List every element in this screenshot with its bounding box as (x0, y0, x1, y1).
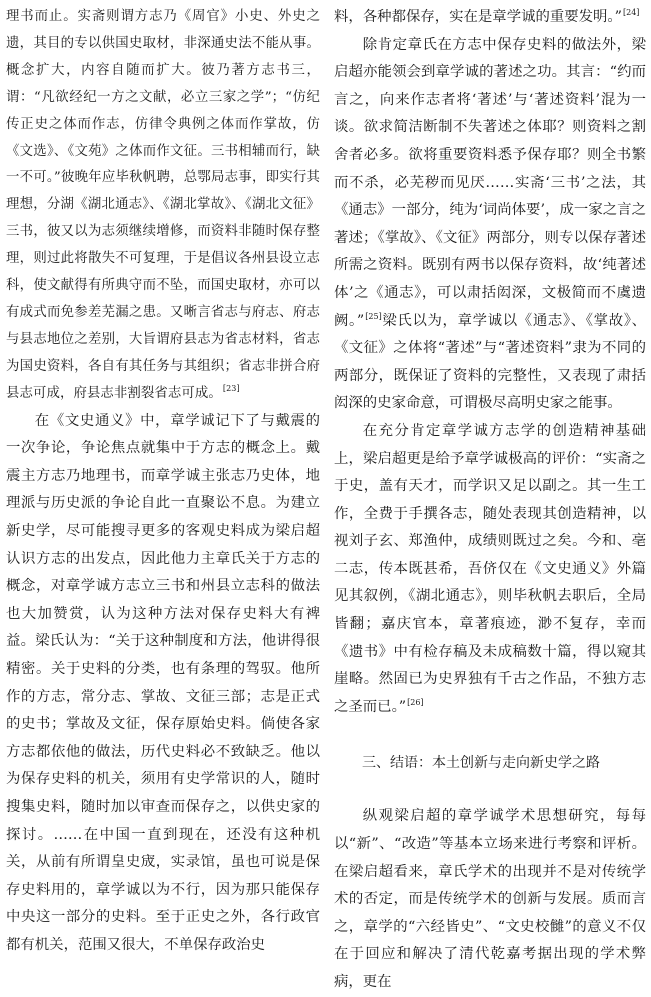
body-paragraph (334, 418, 646, 722)
body-paragraph: 纵观梁启超的章学诚学术思想研究，每每以“新”、“改造”等基本立场来进行考察和评析。在梁启超看来，章氏学术的出现并不是对传统学术的否定，而是传统学术的创新与发展。质而言之，章学的“六经皆史”、“文史校雠”的意义不仅在于回应和解决了清代乾嘉考据出现的学术弊病，更在 (334, 808, 646, 990)
body-paragraph (334, 32, 646, 418)
quote-text: 理书而止。实斋则谓方志乃《周官》小史、外史之遗，其目的专以供国史取材，非深通史法不能从事。概念扩大，内容自随而扩大。彼乃著方志书三，谓：“凡欲经纪一方之文献，必立三家之学”；“仿纪传正史之体而作志，仿律令典例之体而作掌故，仿《文选》、《文苑》之体而作文征。三书相辅而行，缺一不可。”彼晚年应毕秋帆聘，总鄂局志事，即实行其理想，分湖《湖北通志》、《湖北掌故》、《湖北文征》三书，彼又以为志须继续增修，而资料非随时保存整理，则过此将散失不可复理，于是倡议各州县设立志科，使文献得有所典守而不坠，而国史取材，亦可以有成式而免参差芜漏之患。又晰言省志与府志、府志与县志地位之差别，大旨谓府县志为省志材料，省志为国史资料，各自有其任务与其组织；省志非拼合府县志可成，府县志非割裂省志可成。 (6, 9, 320, 401)
paragraph-text: 在充分肯定章学诚方志学的创造精神基础上，梁启超更是给予章学诚极高的评价：“实斋之于史，盖有天才，而学识又足以副之。其一生工作，全费于手撰各志，随处表现其创造精神，以视刘子玄、郑渔仲，成绩则既过之矣。今和、亳二志，传本既甚希，吾侪仅在《文史通义》外篇见其叙例，《湖北通志》，则毕秋帆去职后，全局皆翻；嘉庆官本，章著痕迹，渺不复存，幸而《遗书》中有检存稿及未成稿数十篇，得以窥其崖略。然固已为史界独有千古之作品，不独方志之圣而已。” (334, 422, 646, 715)
block-quote (6, 4, 320, 408)
paragraph-tail: 梁氏以为，章学诚以《通志》、《掌故》、《文征》之体将“著述”与“著述资料”隶为不同的两部分，既保证了资料的完整性，又表现了肃括闳深的史家命意，可谓极尽高明史家之能事。 (334, 312, 646, 412)
footnote-ref: [23] (222, 384, 240, 394)
footnote-ref: [25] (365, 311, 382, 321)
continued-paragraph (334, 4, 646, 32)
footnote-ref: [24] (622, 8, 640, 18)
section-heading: 三、结语：本土创新与走向新史学之路 (362, 755, 600, 772)
body-paragraph: 在《文史通义》中，章学诚记下了与戴震的一次争论，争论焦点就集中于方志的概念上。戴震主方志乃地理书，而章学诚主张志乃史体，地理派与历史派的争论自此一直聚讼不息。为建立新史学，尽可能搜寻更多的客观史料成为梁启超认识方志的出发点，因此他力主章氏关于方志的概念，对章学诚方志立三书和州县立志科的做法也大加赞赏，认为这种方法对保存史料大有裨益。梁氏认为：“关于这种制度和方法，他讲得很精密。关于史料的分类，也有条理的驾驭。他所作的方志，常分志、掌故、文征三部；志是正式的史书；掌故及文征，保存原始史料。倘使各家方志都依他的做法，历代史料必不致缺乏。他以为保存史料的机关，须用有史学常识的人，随时搜集史料，随时加以审查而保存之，以供史家的探讨。……在中国一直到现在，还没有这种机关，从前有所谓皇史宬，实录馆，虽也可说是保存史料用的，章学诚以为不行，因为那只能保存中央这一部分的史料。至于正史之外，各行政官都有机关，范围又很大，不单保存政治史 (6, 412, 320, 953)
footnote-ref: [26] (407, 698, 424, 708)
paragraph-text: 除肯定章氏在方志中保存史料的做法外，梁启超亦能领会到章学诚的著述之功。其言：“约而言之，向来作志者将‘著述’与‘著述资料’混为一谈。欲求简洁断制不失著述之体耶？则资料之割舍者必多。欲将重要资料悉予保存耶？则全书繁而不杀，必芜秽而见厌……实斋‘三书’之法，其《通志》一部分，纯为‘词尚体要’，成一家之言之著述；《掌故》、《文征》两部分，则专以保存著述所需之资料。既别有两书以保存资料，故‘纯著述体’之《通志》，可以肃括闳深，文极简而不虞遗阙。” (334, 36, 646, 329)
continued-text: 料，各种都保存，实在是章学诚的重要发明。” (334, 9, 622, 25)
right-column (334, 4, 646, 997)
left-column (6, 4, 320, 959)
